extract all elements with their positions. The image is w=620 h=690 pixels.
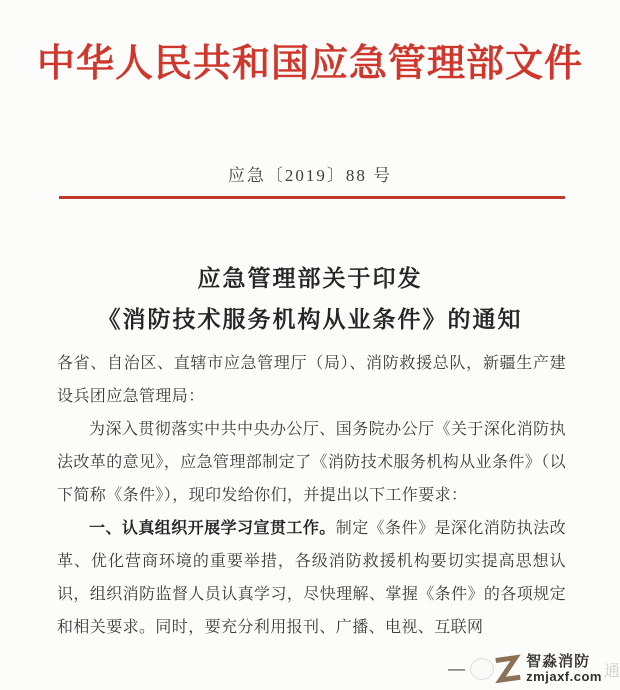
watermark-text [526, 654, 602, 683]
point1-text: 制定《条件》是深化消防执法改革、优化营商环境的重要举措，各级消防救援机构要切实提高思想认识，组织消防监督人员认真学习，尽快理解、掌握《条件》的各项规定和相关要求。同时，要充分利用报刊、广播、电视、互联网 [57, 520, 566, 636]
page-number-dash: — [448, 659, 466, 678]
agency-header-title: 中华人民共和国应急管理部文件 [36, 43, 583, 85]
site-watermark [448, 653, 620, 685]
red-divider-rule [59, 196, 565, 199]
watermark-brand-name: 智淼消防 [526, 653, 591, 671]
salutation-paragraph: 各省、自治区、直辖市应急管理厅（局）、消防救援总队，新疆生产建设兵团应急管理局： [57, 355, 566, 405]
notice-title [0, 258, 620, 340]
point1-heading: 一、认真组织开展学习宣贯工作。 [89, 520, 336, 537]
point1-paragraph [57, 512, 566, 644]
ghost-character: 通 [603, 662, 620, 680]
zhimiao-logo-icon [489, 651, 525, 687]
document-body [57, 347, 566, 644]
watermark-site-url: zmjaxf.com [526, 669, 602, 685]
notice-title-line2: 《消防技术服务机构从业条件》的通知 [97, 307, 523, 332]
document-number: 应急〔2019〕88 号 [227, 166, 393, 185]
intro-paragraph: 为深入贯彻落实中共中央办公厅、国务院办公厅《关于深化消防执法改革的意见》，应急管理部制定了《消防技术服务机构从业条件》（以下简称《条件》），现印发给你们，并提出以下工作要求： [57, 421, 566, 504]
notice-title-line1: 应急管理部关于印发 [197, 266, 423, 291]
